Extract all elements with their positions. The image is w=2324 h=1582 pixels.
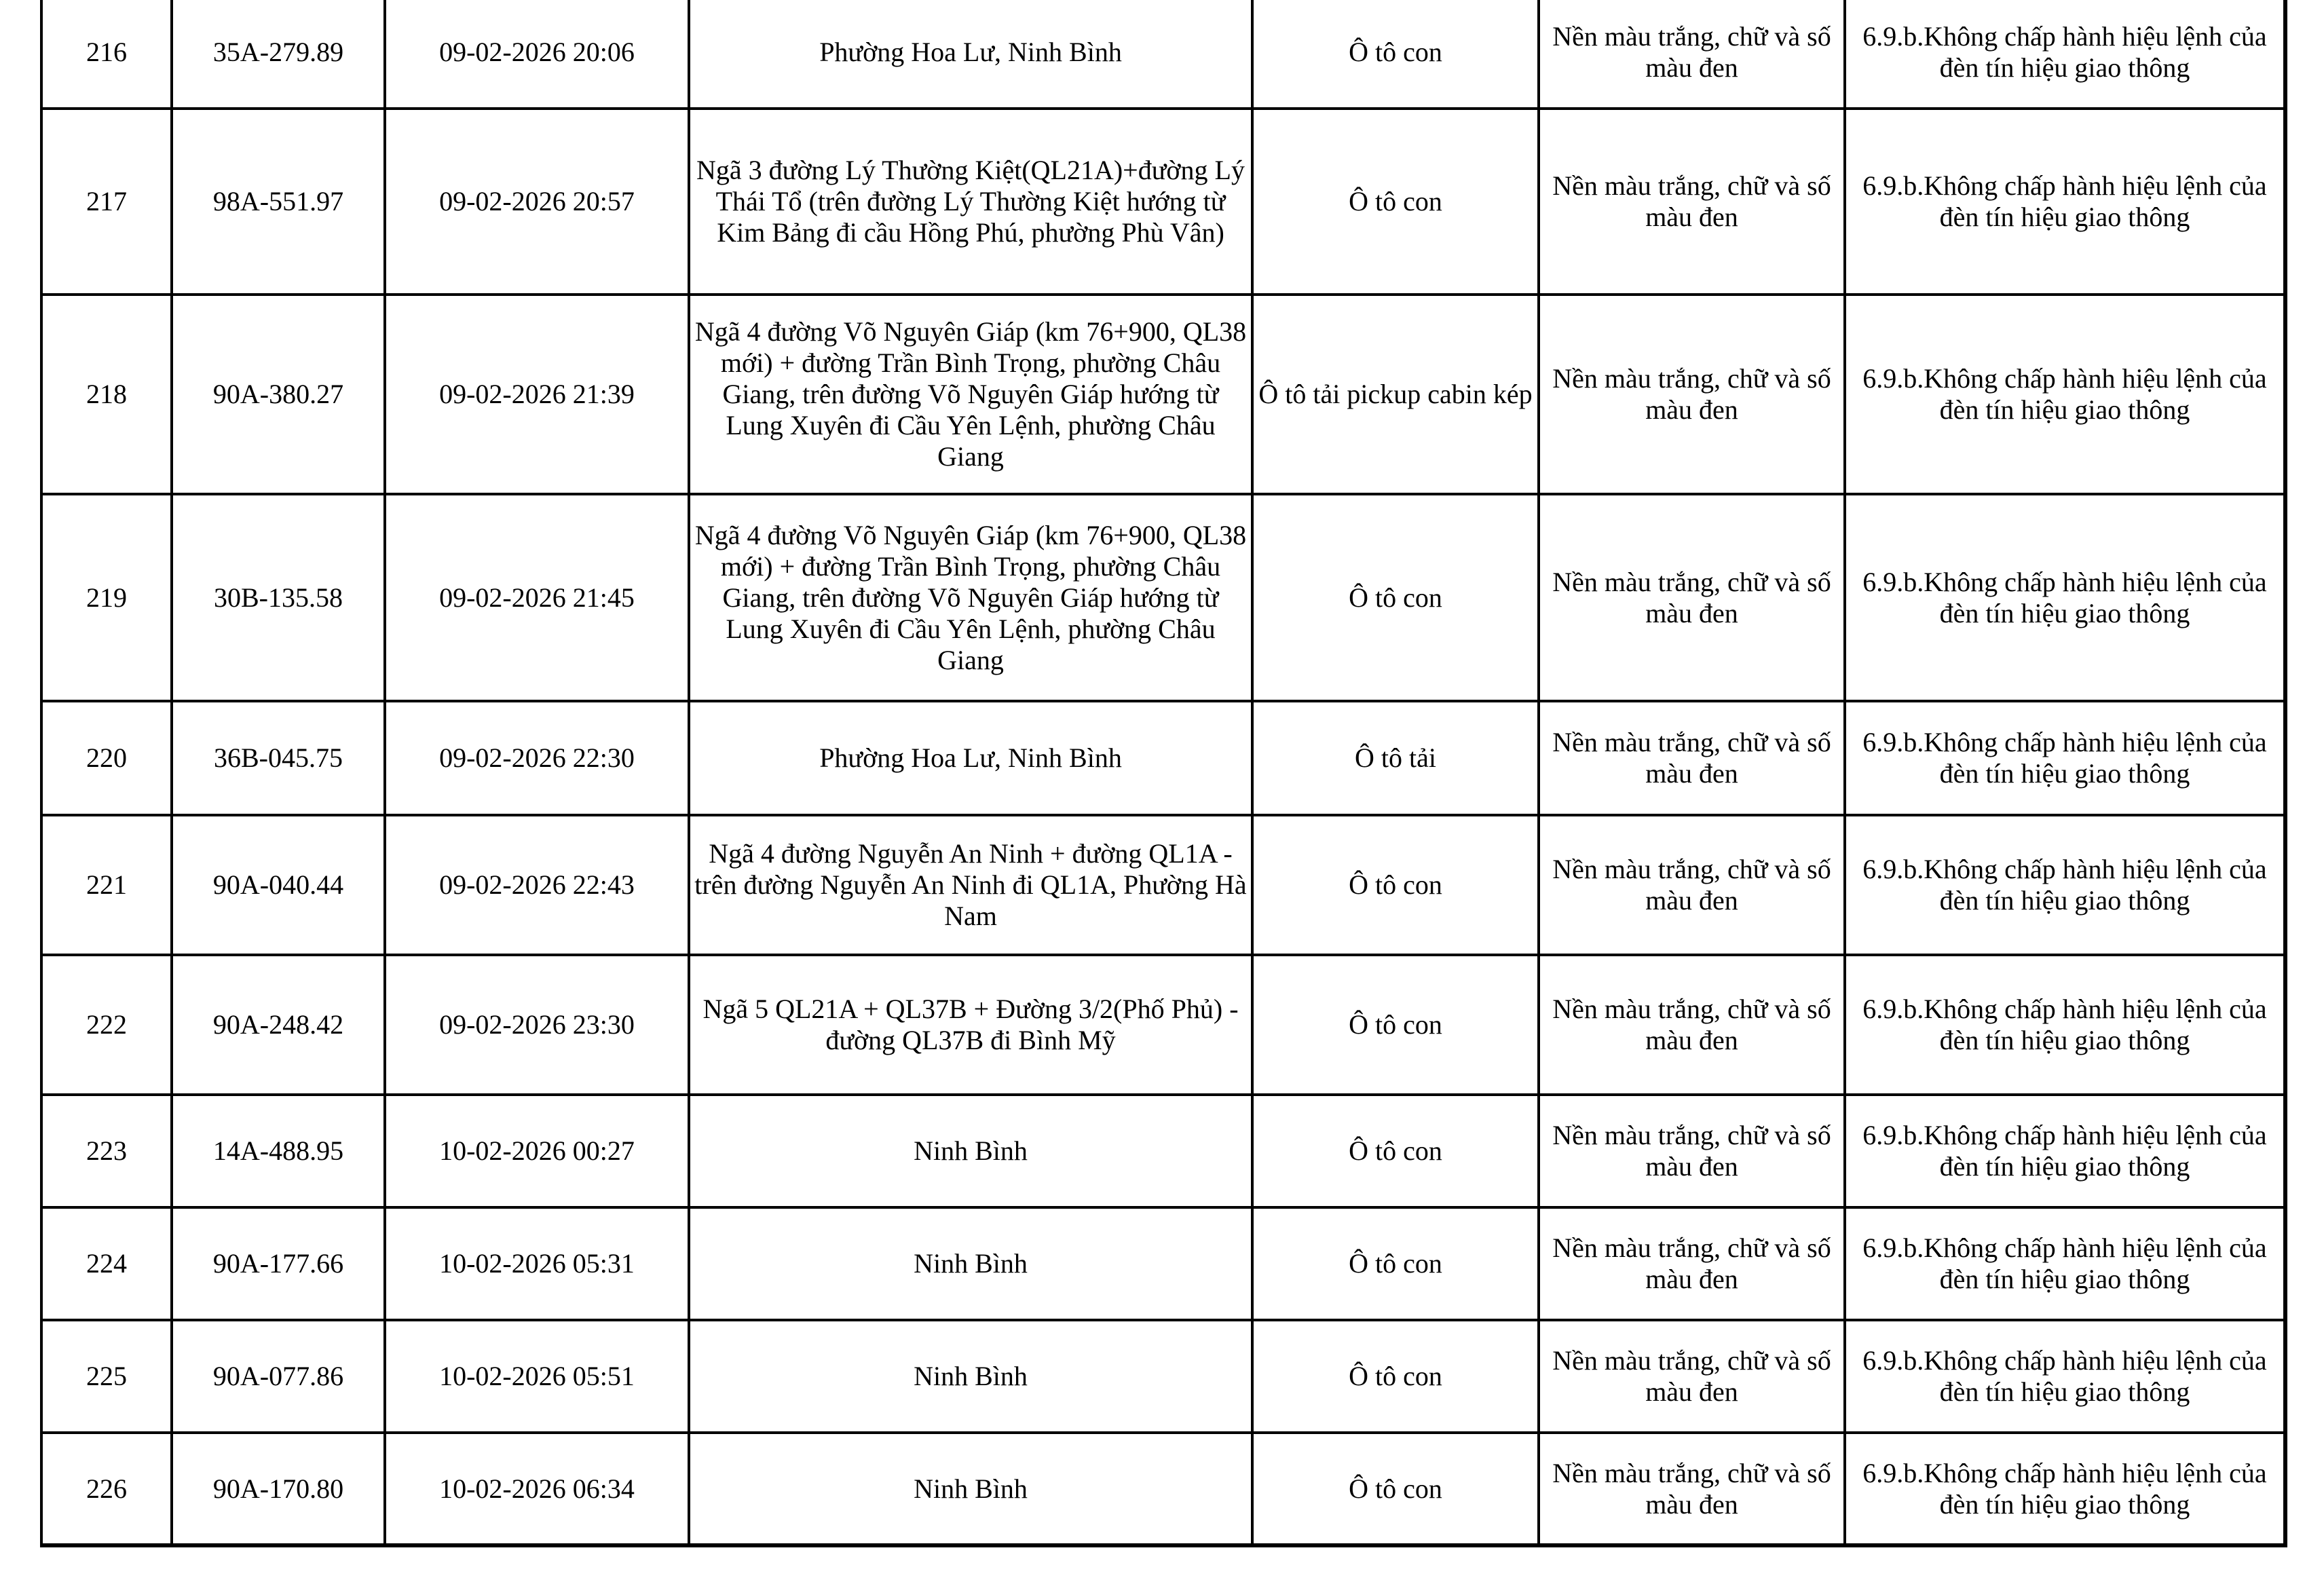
- cell-violation-time: 09-02-2026 22:30: [385, 701, 689, 815]
- cell-plate-color: Nền màu trắng, chữ và số màu đen: [1539, 815, 1845, 955]
- table-row: [41, 1320, 2285, 1433]
- cell-violation: 6.9.b.Không chấp hành hiệu lệnh của đèn tín hiệu giao thông: [1845, 701, 2285, 815]
- table-row: [41, 1207, 2285, 1320]
- cell-violation-time: 10-02-2026 00:27: [385, 1095, 689, 1207]
- cell-plate-color: Nền màu trắng, chữ và số màu đen: [1539, 295, 1845, 494]
- table-row: [41, 955, 2285, 1095]
- violations-table: [40, 0, 2287, 1547]
- cell-violation-time: 09-02-2026 20:06: [385, 0, 689, 109]
- cell-vehicle-type: Ô tô con: [1252, 0, 1539, 109]
- cell-plate-color: Nền màu trắng, chữ và số màu đen: [1539, 494, 1845, 701]
- cell-plate-color: Nền màu trắng, chữ và số màu đen: [1539, 0, 1845, 109]
- cell-location: Ninh Bình: [689, 1095, 1252, 1207]
- cell-stt: 217: [41, 109, 172, 295]
- cell-vehicle-type: Ô tô con: [1252, 109, 1539, 295]
- cell-violation: 6.9.b.Không chấp hành hiệu lệnh của đèn tín hiệu giao thông: [1845, 1207, 2285, 1320]
- cell-plate-color: Nền màu trắng, chữ và số màu đen: [1539, 109, 1845, 295]
- cell-plate-number: 36B-045.75: [172, 701, 385, 815]
- cell-plate-color: Nền màu trắng, chữ và số màu đen: [1539, 1433, 1845, 1545]
- cell-violation-time: 09-02-2026 23:30: [385, 955, 689, 1095]
- cell-plate-number: 90A-170.80: [172, 1433, 385, 1545]
- cell-plate-color: Nền màu trắng, chữ và số màu đen: [1539, 1320, 1845, 1433]
- cell-stt: 223: [41, 1095, 172, 1207]
- cell-location: Ninh Bình: [689, 1433, 1252, 1545]
- table-row: [41, 109, 2285, 295]
- cell-stt: 219: [41, 494, 172, 701]
- cell-vehicle-type: Ô tô tải: [1252, 701, 1539, 815]
- cell-plate-number: 30B-135.58: [172, 494, 385, 701]
- cell-vehicle-type: Ô tô con: [1252, 1320, 1539, 1433]
- cell-violation: 6.9.b.Không chấp hành hiệu lệnh của đèn tín hiệu giao thông: [1845, 815, 2285, 955]
- cell-vehicle-type: Ô tô con: [1252, 955, 1539, 1095]
- cell-violation: 6.9.b.Không chấp hành hiệu lệnh của đèn tín hiệu giao thông: [1845, 1320, 2285, 1433]
- cell-vehicle-type: Ô tô con: [1252, 1207, 1539, 1320]
- table-row: [41, 1433, 2285, 1545]
- cell-plate-number: 14A-488.95: [172, 1095, 385, 1207]
- cell-stt: 222: [41, 955, 172, 1095]
- cell-stt: 216: [41, 0, 172, 109]
- cell-plate-number: 90A-248.42: [172, 955, 385, 1095]
- cell-vehicle-type: Ô tô tải pickup cabin kép: [1252, 295, 1539, 494]
- cell-violation: 6.9.b.Không chấp hành hiệu lệnh của đèn tín hiệu giao thông: [1845, 0, 2285, 109]
- cell-violation: 6.9.b.Không chấp hành hiệu lệnh của đèn tín hiệu giao thông: [1845, 109, 2285, 295]
- table-body: [41, 0, 2285, 1545]
- cell-violation-time: 09-02-2026 21:39: [385, 295, 689, 494]
- table-row: [41, 295, 2285, 494]
- cell-plate-color: Nền màu trắng, chữ và số màu đen: [1539, 1207, 1845, 1320]
- cell-plate-color: Nền màu trắng, chữ và số màu đen: [1539, 1095, 1845, 1207]
- cell-violation-time: 10-02-2026 05:51: [385, 1320, 689, 1433]
- cell-violation-time: 10-02-2026 05:31: [385, 1207, 689, 1320]
- cell-vehicle-type: Ô tô con: [1252, 815, 1539, 955]
- cell-location: Ngã 3 đường Lý Thường Kiệt(QL21A)+đường Lý Thái Tổ (trên đường Lý Thường Kiệt hướng từ Kim Bảng đi cầu Hồng Phú, phường Phù Vân): [689, 109, 1252, 295]
- cell-violation: 6.9.b.Không chấp hành hiệu lệnh của đèn tín hiệu giao thông: [1845, 955, 2285, 1095]
- cell-violation: 6.9.b.Không chấp hành hiệu lệnh của đèn tín hiệu giao thông: [1845, 295, 2285, 494]
- cell-plate-number: 90A-040.44: [172, 815, 385, 955]
- cell-location: Ngã 4 đường Võ Nguyên Giáp (km 76+900, QL38 mới) + đường Trần Bình Trọng, phường Châu Giang, trên đường Võ Nguyên Giáp hướng từ Lung Xuyên đi Cầu Yên Lệnh, phường Châu Giang: [689, 295, 1252, 494]
- cell-stt: 225: [41, 1320, 172, 1433]
- cell-violation: 6.9.b.Không chấp hành hiệu lệnh của đèn tín hiệu giao thông: [1845, 494, 2285, 701]
- cell-plate-number: 90A-380.27: [172, 295, 385, 494]
- table-row: [41, 494, 2285, 701]
- cell-location: Ninh Bình: [689, 1207, 1252, 1320]
- cell-plate-number: 98A-551.97: [172, 109, 385, 295]
- cell-location: Ninh Bình: [689, 1320, 1252, 1433]
- cell-plate-number: 35A-279.89: [172, 0, 385, 109]
- cell-location: Ngã 4 đường Võ Nguyên Giáp (km 76+900, QL38 mới) + đường Trần Bình Trọng, phường Châu Giang, trên đường Võ Nguyên Giáp hướng từ Lung Xuyên đi Cầu Yên Lệnh, phường Châu Giang: [689, 494, 1252, 701]
- cell-violation: 6.9.b.Không chấp hành hiệu lệnh của đèn tín hiệu giao thông: [1845, 1095, 2285, 1207]
- cell-stt: 224: [41, 1207, 172, 1320]
- cell-plate-color: Nền màu trắng, chữ và số màu đen: [1539, 701, 1845, 815]
- cell-stt: 226: [41, 1433, 172, 1545]
- cell-plate-color: Nền màu trắng, chữ và số màu đen: [1539, 955, 1845, 1095]
- cell-plate-number: 90A-077.86: [172, 1320, 385, 1433]
- table-row: [41, 1095, 2285, 1207]
- cell-vehicle-type: Ô tô con: [1252, 1095, 1539, 1207]
- cell-stt: 221: [41, 815, 172, 955]
- cell-violation-time: 09-02-2026 21:45: [385, 494, 689, 701]
- cell-vehicle-type: Ô tô con: [1252, 1433, 1539, 1545]
- cell-violation-time: 09-02-2026 22:43: [385, 815, 689, 955]
- cell-location: Ngã 5 QL21A + QL37B + Đường 3/2(Phố Phủ) - đường QL37B đi Bình Mỹ: [689, 955, 1252, 1095]
- cell-vehicle-type: Ô tô con: [1252, 494, 1539, 701]
- table-row: [41, 701, 2285, 815]
- cell-location: Ngã 4 đường Nguyễn An Ninh + đường QL1A - trên đường Nguyễn An Ninh đi QL1A, Phường Hà Nam: [689, 815, 1252, 955]
- cell-stt: 220: [41, 701, 172, 815]
- cell-violation: 6.9.b.Không chấp hành hiệu lệnh của đèn tín hiệu giao thông: [1845, 1433, 2285, 1545]
- table-row: [41, 0, 2285, 109]
- cell-violation-time: 09-02-2026 20:57: [385, 109, 689, 295]
- table-row: [41, 815, 2285, 955]
- cell-stt: 218: [41, 295, 172, 494]
- cell-location: Phường Hoa Lư, Ninh Bình: [689, 701, 1252, 815]
- cell-location: Phường Hoa Lư, Ninh Bình: [689, 0, 1252, 109]
- cell-violation-time: 10-02-2026 06:34: [385, 1433, 689, 1545]
- cell-plate-number: 90A-177.66: [172, 1207, 385, 1320]
